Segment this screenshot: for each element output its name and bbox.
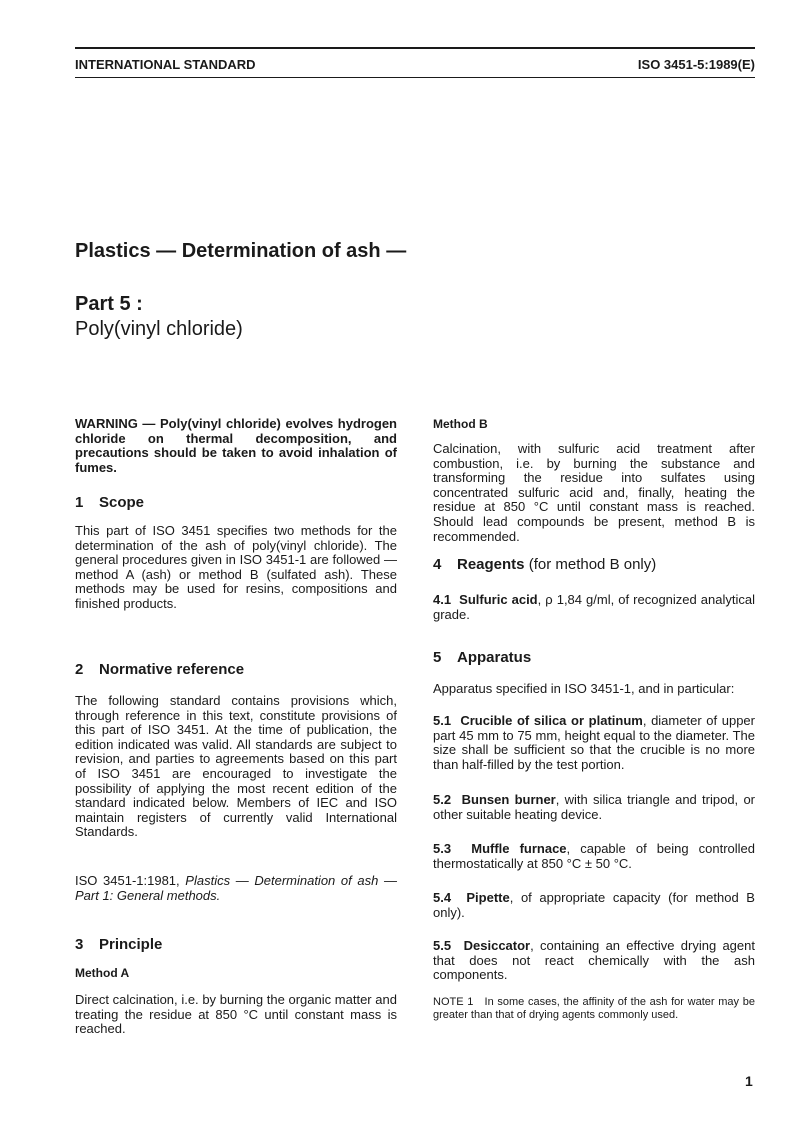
header-standard-type: INTERNATIONAL STANDARD	[75, 57, 256, 72]
document-title: Plastics — Determination of ash —	[75, 240, 407, 262]
section-1-heading: 1 Scope	[75, 494, 145, 511]
section-5-intro: Apparatus specified in ISO 3451-1, and in particular:	[433, 681, 735, 696]
section-2-heading: 2 Normative reference	[75, 661, 245, 678]
method-a-heading: Method A	[75, 966, 130, 980]
warning-paragraph: WARNING — Poly(vinyl chloride) evolves hydrogen chloride on thermal decomposition, and precautions should be taken to avoid inhalation of fumes.	[75, 416, 397, 475]
method-b-text: Calcination, with sulfuric acid treatment after combustion, i.e. by burning the substance and transforming the residue into sulfates using concentrated sulfuric acid and, finally, heating the residue at 850 °C until constant mass is reached. Should lead compounds be present, method B is recommended.	[433, 441, 755, 544]
apparatus-5-5: 5.5 Desiccator, containing an effective drying agent that does not react chemically with the ash components.	[433, 938, 755, 983]
section-5-heading: 5 Apparatus	[433, 649, 532, 666]
top-rule	[75, 47, 755, 49]
apparatus-5-2: 5.2 Bunsen burner, with silica triangle and tripod, or other suitable heating device.	[433, 792, 755, 822]
part-label: Part 5 :	[75, 293, 143, 315]
part-subtitle: Poly(vinyl chloride)	[75, 318, 243, 340]
page-number: 1	[745, 1073, 753, 1089]
section-4-heading: 4 Reagents (for method B only)	[433, 556, 657, 573]
apparatus-5-3: 5.3 Muffle furnace, capable of being controlled thermostatically at 850 °C ± 50 °C.	[433, 841, 756, 871]
normative-reference-entry: ISO 3451-1:1981, Plastics — Determination of ash — Part 1: General methods.	[75, 873, 397, 903]
reagent-4-1: 4.1 Sulfuric acid, ρ 1,84 g/ml, of recognized analytical grade.	[433, 592, 755, 622]
method-b-heading: Method B	[433, 417, 488, 431]
apparatus-5-1: 5.1 Crucible of silica or platinum, diameter of upper part 45 mm to 75 mm, height equal to the diameter. The size shall be sufficient so that the crucible is no more than half-filled by the test portion.	[433, 713, 755, 772]
header-rule	[75, 77, 755, 78]
method-a-text: Direct calcination, i.e. by burning the organic matter and treating the residue at 850 °C until constant mass is reached.	[75, 992, 397, 1037]
header-standard-number: ISO 3451-5:1989(E)	[637, 57, 755, 72]
section-3-heading: 3 Principle	[75, 936, 163, 953]
section-1-text: This part of ISO 3451 specifies two methods for the determination of the ash of poly(vinyl chloride). The general procedures given in ISO 3451-1 are followed — method A (ash) or method B (sulfated ash). These methods may be used for resins, compositions and finished products.	[75, 523, 397, 611]
note-1: NOTE 1 In some cases, the affinity of the ash for water may be greater than that of drying agents commonly used.	[433, 996, 755, 1021]
section-2-text: The following standard contains provisions which, through reference in this text, constitute provisions of this part of ISO 3451. At the time of publication, the edition indicated was valid. All standards are subject to revision, and parties to agreements based on this part of ISO 3451 are encouraged to investigate the possibility of applying the most recent edition of the standard indicated below. Members of IEC and ISO maintain registers of currently valid International Standards.	[75, 693, 397, 840]
apparatus-5-4: 5.4 Pipette, of appropriate capacity (for method B only).	[433, 890, 755, 920]
